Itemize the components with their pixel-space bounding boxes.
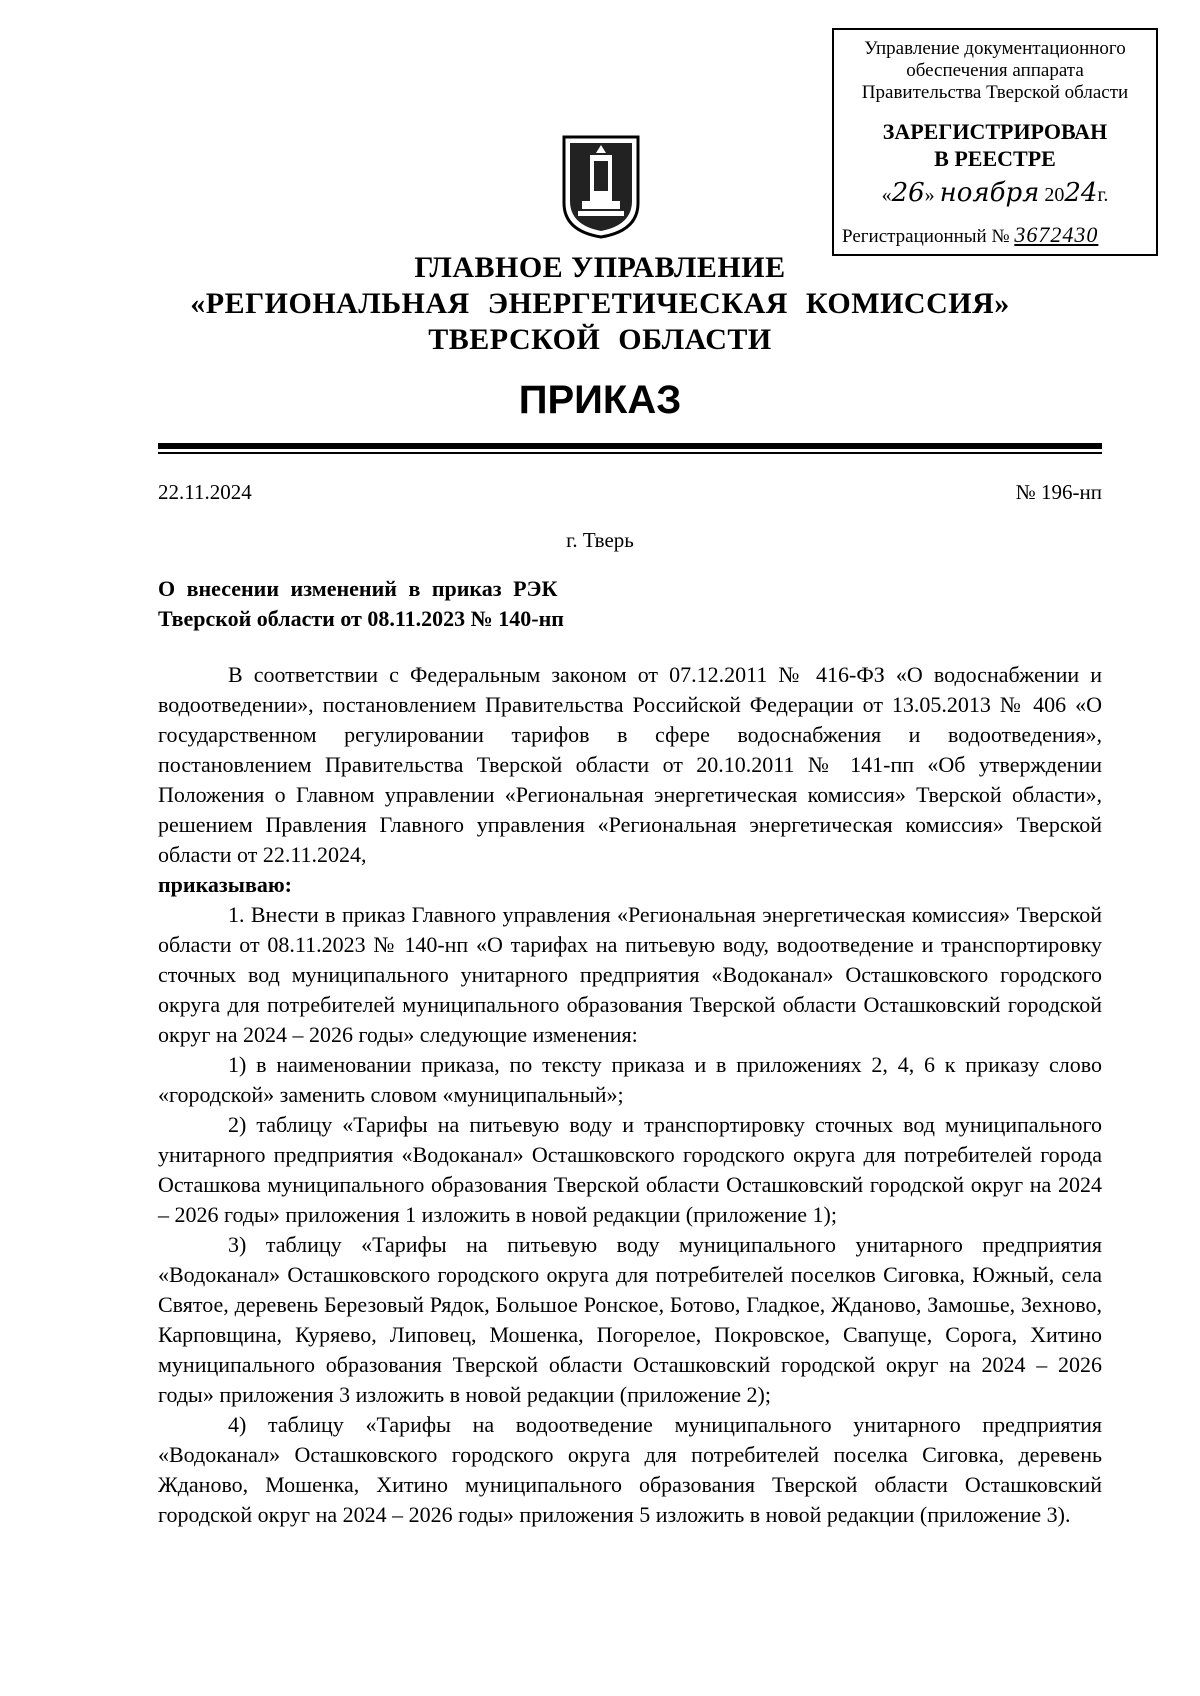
header-divider (158, 443, 1102, 449)
stamp-date: «26» ноября 2024г. (881, 178, 1109, 208)
stamp-registered-line: ЗАРЕГИСТРИРОВАН (882, 119, 1108, 144)
agency-title-line: «РЕГИОНАЛЬНАЯ ЭНЕРГЕТИЧЕСКАЯ КОМИССИЯ» (190, 287, 1010, 320)
stamp-registered (834, 118, 1156, 172)
item-paragraph: 1. Внести в приказ Главного управления «Региональная энергетическая комиссия» Тверской области от 08.11.2023 № 140-нп «О тарифах на питьевую воду, водоотведение и транспортировку сточных вод муниципального унитарного предприятия «Водоканал» Осташковского городского округа для потребителей муниципального образования Тверской области Осташковский городской округ на 2024 – 2026 годы» следующие изменения: (158, 902, 1102, 1047)
stamp-registered-line: В РЕЕСТРЕ (934, 146, 1056, 171)
subitem-paragraph: 2) таблицу «Тарифы на питьевую воду и транспортировку сточных вод муниципального унитарного предприятия «Водоканал» Осташковского городского округа для потребителей города Осташкова муниципального образования Тверской области Осташковский городской округ на 2024 – 2026 годы» приложения 1 изложить в новой редакции (приложение 1); (158, 1112, 1102, 1227)
stamp-reg-value: 3672430 (1014, 222, 1099, 247)
coat-of-arms-icon (560, 133, 642, 239)
document-city: г. Тверь (566, 528, 634, 552)
subitem-paragraph: 4) таблицу «Тарифы на водоотведение муниципального унитарного предприятия «Водоканал» Осташковского городского округа для потребителей поселка Сиговка, деревень Жданово, Мошенка, Хитино муниципального образования Тверской области Осташковский городской округ на 2024 – 2026 годы» приложения 5 изложить в новой редакции (приложение 3). (158, 1412, 1102, 1527)
stamp-reg-label: Регистрационный № (842, 226, 1010, 247)
agency-title-line: ТВЕРСКОЙ ОБЛАСТИ (428, 323, 772, 356)
preamble-paragraph: В соответствии с Федеральным законом от 07.12.2011 № 416-ФЗ «О водоснабжении и водоотведении», постановлением Правительства Российской Федерации от 13.05.2013 № 406 «О государственном регулировании тарифов в сфере водоснабжения и водоотведения», постановлением Правительства Тверской области от 20.10.2011 № 141-пп «Об утверждении Положения о Главном управлении «Региональная энергетическая комиссия» Тверской области», решением Правления Главного управления «Региональная энергетическая комиссия» Тверской области от 22.11.2024, (158, 662, 1102, 867)
registry-stamp (832, 28, 1158, 256)
document-subject (158, 574, 564, 634)
document-type: ПРИКАЗ (518, 378, 682, 422)
stamp-year-suffix: 24 (1064, 178, 1098, 208)
stamp-year-unit: г. (1097, 184, 1109, 206)
subitem-paragraph: 1) в наименовании приказа, по тексту приказа и в приложениях 2, 4, 6 к приказу слово «городской» заменить словом «муниципальный»; (158, 1052, 1102, 1107)
subitem-paragraph: 3) таблицу «Тарифы на питьевую воду муниципального унитарного предприятия «Водоканал» Осташковского городского округа для потребителей поселков Сиговка, Южный, села Святое, деревень Березовый Рядок, Большое Ронское, Ботово, Гладкое, Жданово, Замошье, Зехново, Карповщина, Куряево, Липовец, Мошенка, Погорелое, Покровское, Свапуще, Сорога, Хитино муниципального образования Тверской области Осташковский городской округ на 2024 – 2026 годы» приложения 3 изложить в новой редакции (приложение 2); (158, 1232, 1102, 1407)
document-number: № 196-нп (1015, 480, 1102, 504)
stamp-line: обеспечения аппарата (906, 60, 1084, 81)
stamp-line: Управление документационного (864, 38, 1126, 59)
stamp-month: ноября (939, 178, 1040, 208)
document-date: 22.11.2024 (158, 480, 252, 504)
stamp-day: 26 (891, 178, 925, 208)
header-divider-thin (158, 452, 1102, 454)
order-word: приказываю: (158, 872, 292, 897)
document-body (158, 660, 1102, 1530)
subject-line: О внесении изменений в приказ РЭК (158, 576, 558, 601)
stamp-reg-number (834, 224, 1156, 248)
stamp-year-prefix: 20 (1044, 184, 1065, 206)
subject-line: Тверской области от 08.11.2023 № 140-нп (158, 606, 564, 631)
stamp-line: Правительства Тверской области (861, 82, 1129, 103)
agency-title-line: ГЛАВНОЕ УПРАВЛЕНИЕ (414, 251, 786, 284)
